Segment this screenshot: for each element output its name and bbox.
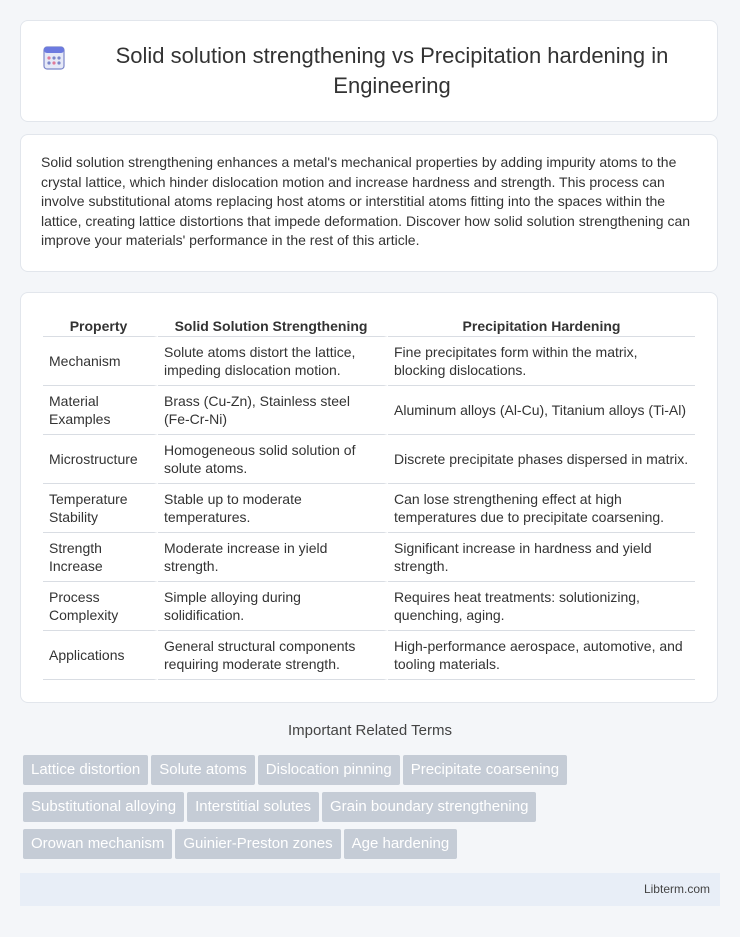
row-solid-solution: Homogeneous solid solution of solute atoms.	[158, 435, 388, 484]
row-solid-solution: General structural components requiring moderate strength.	[158, 631, 388, 680]
intro-card	[20, 134, 718, 272]
footer	[20, 873, 720, 906]
table-header-row	[43, 315, 695, 337]
row-solid-solution: Stable up to moderate temperatures.	[158, 484, 388, 533]
row-property: Temperature Stability	[43, 484, 158, 533]
row-precipitation: Aluminum alloys (Al-Cu), Titanium alloys (Ti-Al)	[388, 386, 695, 435]
table-row	[43, 533, 695, 582]
related-term-tag[interactable]: Substitutional alloying	[23, 792, 184, 822]
row-property: Material Examples	[43, 386, 158, 435]
row-precipitation: Fine precipitates form within the matrix, blocking dislocations.	[388, 337, 695, 386]
table-row	[43, 337, 695, 386]
table-row	[43, 484, 695, 533]
row-property: Microstructure	[43, 435, 158, 484]
table-row	[43, 582, 695, 631]
table-row	[43, 386, 695, 435]
row-solid-solution: Moderate increase in yield strength.	[158, 533, 388, 582]
row-property: Strength Increase	[43, 533, 158, 582]
comparison-card	[20, 292, 718, 703]
row-property: Applications	[43, 631, 158, 680]
row-precipitation: Can lose strengthening effect at high temperatures due to precipitate coarsening.	[388, 484, 695, 533]
row-property: Process Complexity	[43, 582, 158, 631]
related-terms-list	[23, 755, 723, 866]
row-precipitation: Discrete precipitate phases dispersed in matrix.	[388, 435, 695, 484]
row-precipitation: Requires heat treatments: solutionizing, quenching, aging.	[388, 582, 695, 631]
related-term-tag[interactable]: Orowan mechanism	[23, 829, 172, 859]
row-property: Mechanism	[43, 337, 158, 386]
related-term-tag[interactable]: Dislocation pinning	[258, 755, 400, 785]
header-solid-solution: Solid Solution Strengthening	[158, 315, 388, 337]
header-property: Property	[43, 315, 158, 337]
related-terms-title: Important Related Terms	[288, 722, 452, 739]
table-row	[43, 631, 695, 680]
calculator-icon	[41, 45, 67, 71]
related-term-tag[interactable]: Grain boundary strengthening	[322, 792, 536, 822]
row-solid-solution: Solute atoms distort the lattice, impeding dislocation motion.	[158, 337, 388, 386]
related-term-tag[interactable]: Precipitate coarsening	[403, 755, 567, 785]
row-precipitation: High-performance aerospace, automotive, and tooling materials.	[388, 631, 695, 680]
related-term-tag[interactable]: Interstitial solutes	[187, 792, 319, 822]
footer-brand-link[interactable]: Libterm.com	[643, 882, 710, 896]
table-row	[43, 435, 695, 484]
row-precipitation: Significant increase in hardness and yield strength.	[388, 533, 695, 582]
intro-text: Solid solution strengthening enhances a metal's mechanical properties by adding impurity atoms to the crystal lattice, which hinder dislocation motion and increase hardness and strength. This process can involve substitutional atoms replacing host atoms or interstitial atoms fitting into the spaces within the lattice, creating lattice distortions that impede deformation. Discover how solid solution strengthening can improve your materials' performance in the rest of this article.	[41, 154, 691, 249]
row-solid-solution: Brass (Cu-Zn), Stainless steel (Fe-Cr-Ni)	[158, 386, 388, 435]
related-term-tag[interactable]: Age hardening	[344, 829, 458, 859]
header-card	[20, 20, 718, 122]
row-solid-solution: Simple alloying during solidification.	[158, 582, 388, 631]
related-term-tag[interactable]: Guinier-Preston zones	[175, 829, 340, 859]
header-precipitation: Precipitation Hardening	[388, 315, 695, 337]
page-title: Solid solution strengthening vs Precipitation hardening in Engineering	[115, 43, 669, 98]
related-term-tag[interactable]: Solute atoms	[151, 755, 255, 785]
related-term-tag[interactable]: Lattice distortion	[23, 755, 148, 785]
comparison-table	[43, 315, 695, 680]
